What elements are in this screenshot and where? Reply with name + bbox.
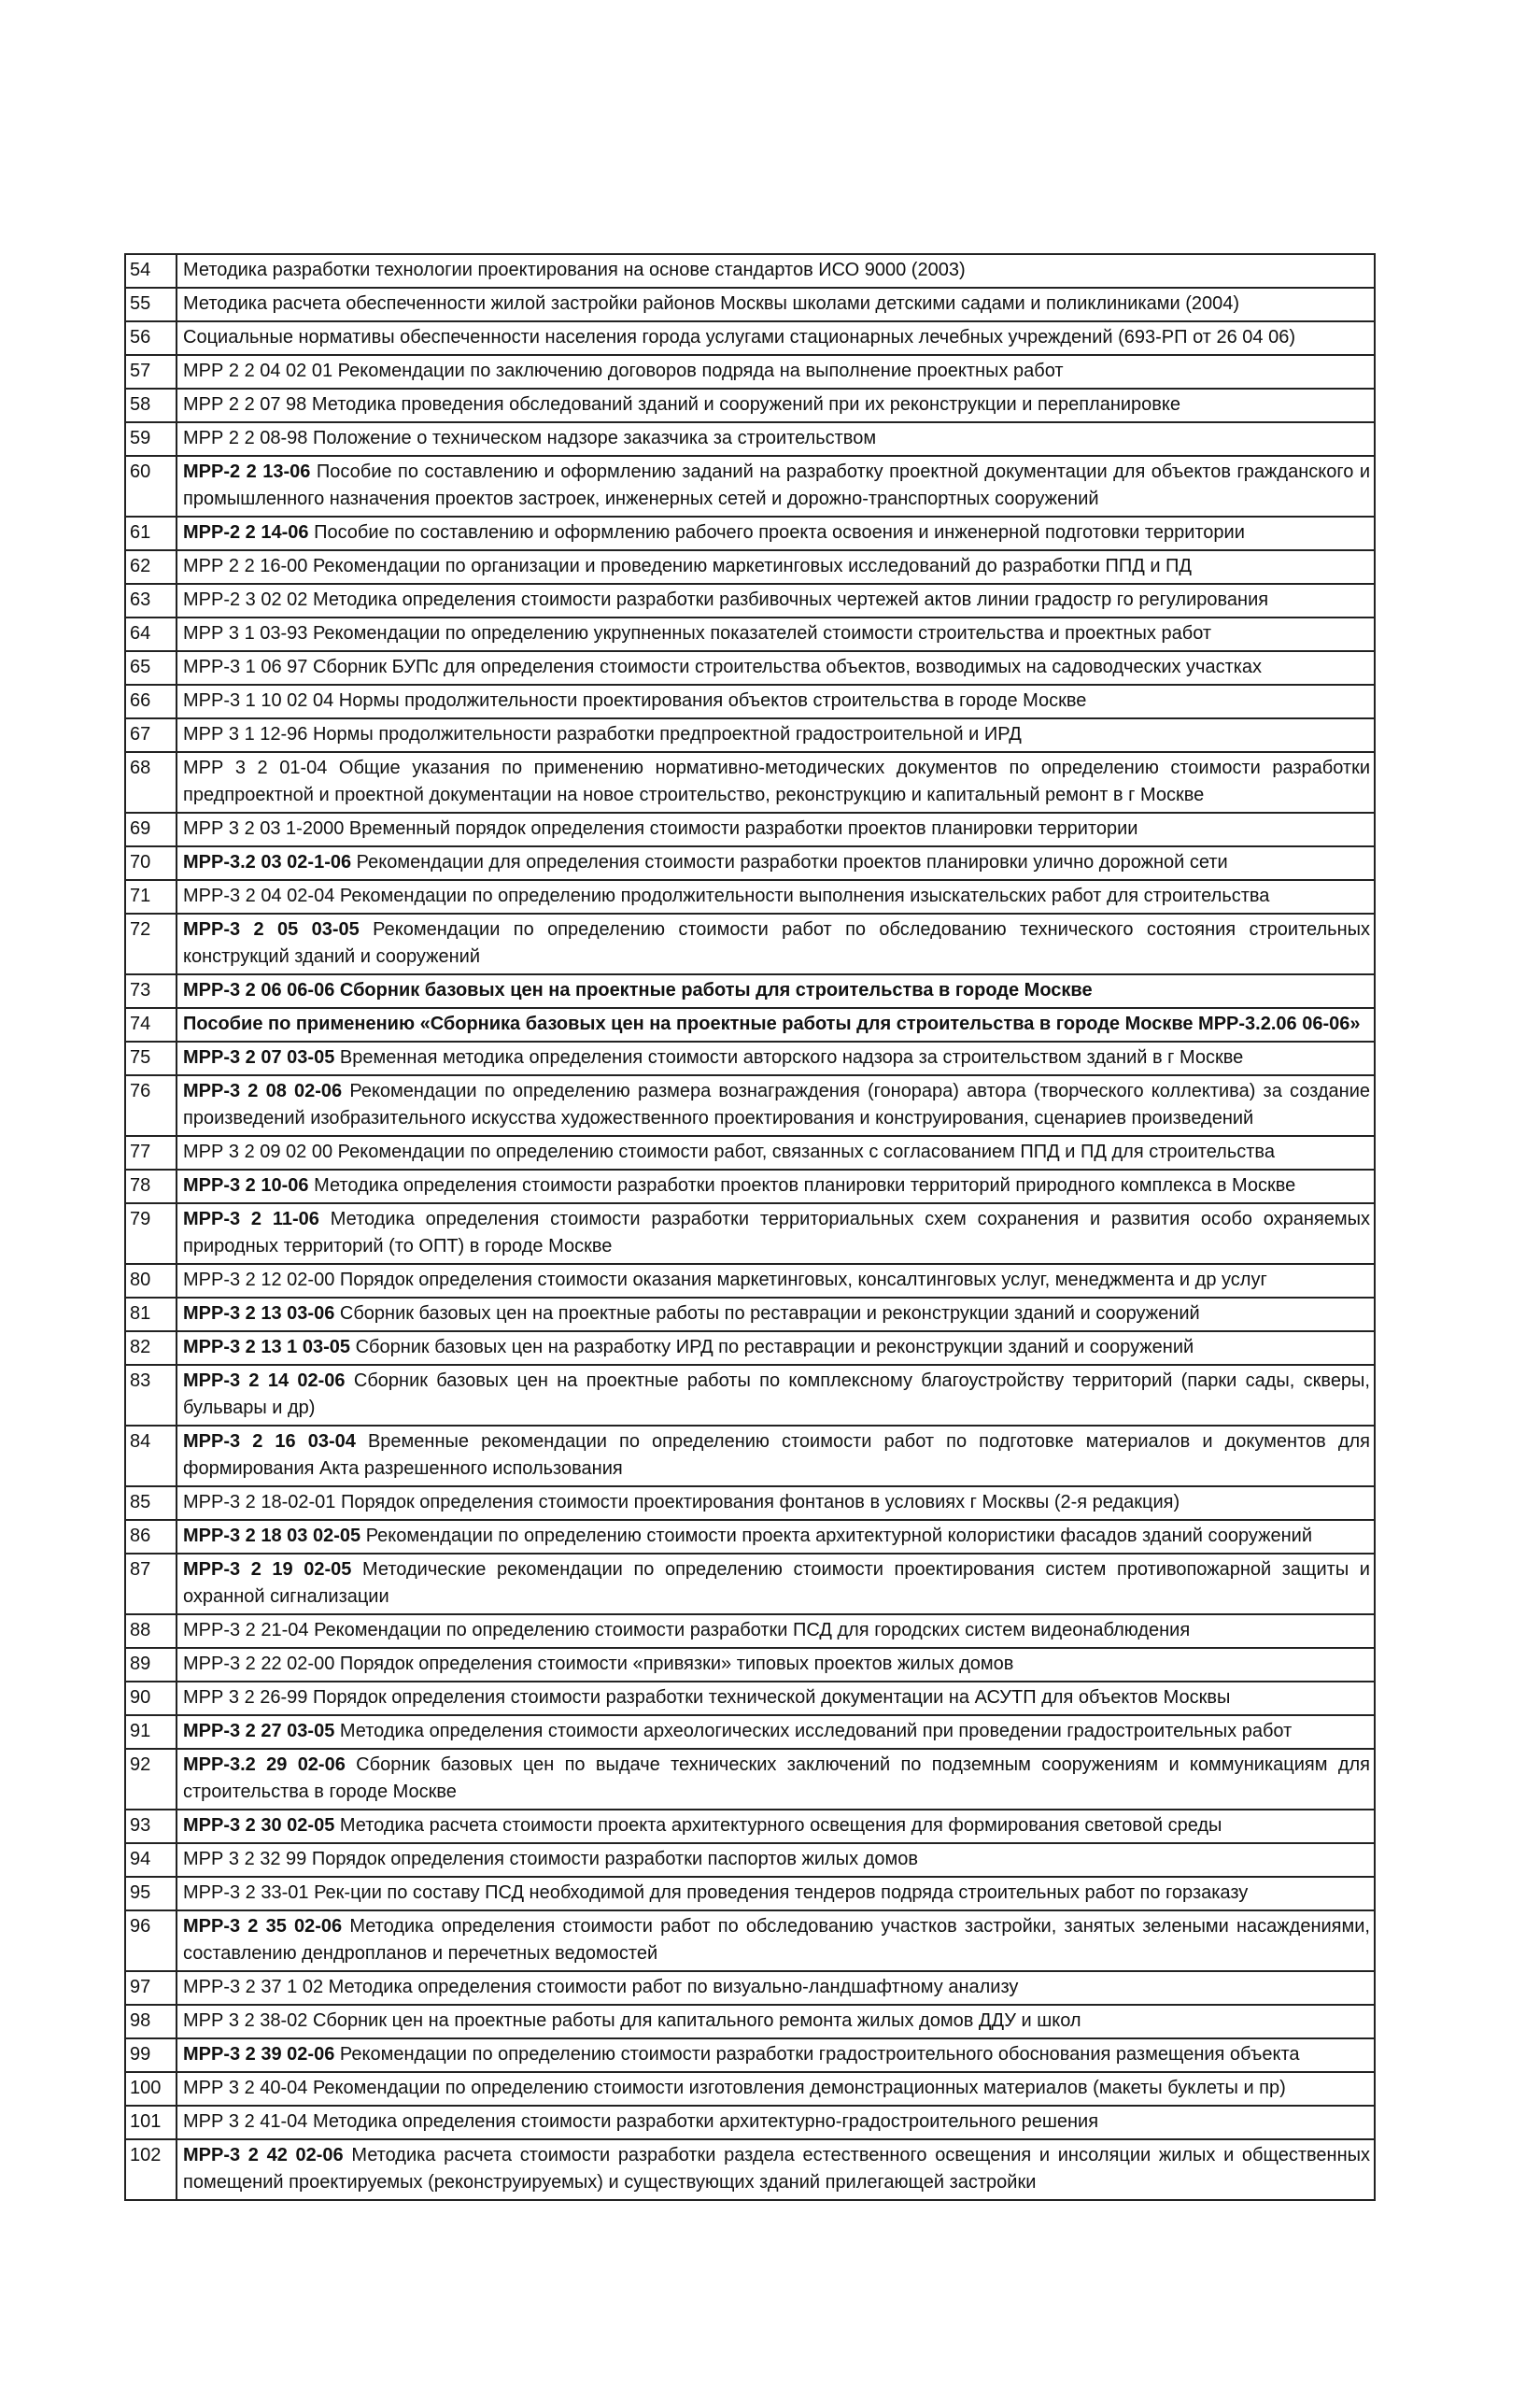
document-entry [177, 517, 1375, 550]
document-title: Методика расчета обеспеченности жилой застройки районов Москвы школами детскими садами и поликлиниками (2004) [183, 293, 1240, 314]
document-entry [177, 321, 1375, 355]
row-number: 76 [125, 1075, 177, 1136]
document-title: Пособие по составлению и оформлению заданий на разработку проектной документации для объектов гражданского и промышленного назначения проектов застроек, инженерных сетей и дорожно-транспортных сооружений [183, 461, 1370, 509]
table-row [125, 1203, 1375, 1264]
document-title: Методика определения стоимости разработки территориальных схем сохранения и развития особо охраняемых природных территорий (то ОПТ) в городе Москве [183, 1209, 1370, 1256]
document-title: Сборник базовых цен на проектные работы по реставрации и реконструкции зданий и сооружений [339, 1303, 1200, 1324]
row-number: 96 [125, 1910, 177, 1971]
document-code: МРР-2 2 13-06 [183, 461, 311, 482]
document-title: Методика определения стоимости археологических исследований при проведении градостроительных работ [339, 1721, 1293, 1741]
row-number: 78 [125, 1170, 177, 1203]
table-row [125, 1648, 1375, 1682]
row-number: 71 [125, 880, 177, 914]
document-code: МРР-3 2 39 02-06 [183, 2044, 335, 2065]
table-row [125, 355, 1375, 389]
table-row [125, 1042, 1375, 1075]
document-entry [177, 846, 1375, 880]
document-entry [177, 974, 1375, 1008]
document-entry [177, 1264, 1375, 1298]
document-title: МРР 3 1 03-93 Рекомендации по определению укрупненных показателей стоимости строительства и проектных работ [183, 623, 1212, 644]
table-row [125, 2038, 1375, 2072]
document-code: МРР-3 2 11-06 [183, 1209, 319, 1229]
row-number: 86 [125, 1520, 177, 1554]
row-number: 59 [125, 422, 177, 456]
document-title: МРР-3 2 33-01 Рек-ции по составу ПСД необходимой для проведения тендеров подряда строительных работ по горзаказу [183, 1882, 1249, 1903]
document-entry [177, 288, 1375, 321]
row-number: 67 [125, 718, 177, 752]
row-number: 81 [125, 1298, 177, 1331]
document-code: МРР-3 2 07 03-05 [183, 1047, 335, 1068]
row-number: 101 [125, 2106, 177, 2139]
document-code: МРР-3.2 29 02-06 [183, 1754, 346, 1775]
table-row [125, 1264, 1375, 1298]
document-title: МРР-3 2 22 02-00 Порядок определения стоимости «привязки» типовых проектов жилых домов [183, 1654, 1014, 1674]
table-row [125, 1331, 1375, 1365]
document-entry [177, 2005, 1375, 2038]
row-number: 77 [125, 1136, 177, 1170]
table-row [125, 618, 1375, 651]
row-number: 55 [125, 288, 177, 321]
row-number: 54 [125, 254, 177, 288]
row-number: 88 [125, 1614, 177, 1648]
table-row [125, 456, 1375, 517]
row-number: 93 [125, 1810, 177, 1843]
document-page [124, 253, 1376, 2201]
row-number: 91 [125, 1715, 177, 1749]
table-row [125, 974, 1375, 1008]
document-entry [177, 2072, 1375, 2106]
document-title: МРР 3 2 32 99 Порядок определения стоимости разработки паспортов жилых домов [183, 1849, 918, 1869]
table-row [125, 321, 1375, 355]
document-code: МРР-3 2 35 02-06 [183, 1916, 343, 1937]
row-number: 63 [125, 584, 177, 618]
document-title: Методика разработки технологии проектирования на основе стандартов ИСО 9000 (2003) [183, 260, 966, 280]
document-title: Сборник базовых цен на разработку ИРД по реставрации и реконструкции зданий и сооружений [355, 1337, 1194, 1357]
row-number: 100 [125, 2072, 177, 2106]
table-row [125, 685, 1375, 718]
row-number: 75 [125, 1042, 177, 1075]
table-row [125, 1486, 1375, 1520]
document-entry [177, 1042, 1375, 1075]
document-code: МРР-3 2 06 06-06 [183, 980, 335, 1001]
document-title: МРР 3 2 26-99 Порядок определения стоимости разработки технической документации на АСУТП для объектов Москвы [183, 1687, 1231, 1708]
document-title: Рекомендации по определению стоимости проекта архитектурной колористики фасадов зданий сооружений [365, 1526, 1312, 1546]
row-number: 62 [125, 550, 177, 584]
document-code: МРР-3 2 13 1 03-05 [183, 1337, 350, 1357]
document-entry [177, 1715, 1375, 1749]
document-entry [177, 456, 1375, 517]
document-entry [177, 651, 1375, 685]
document-entry [177, 1810, 1375, 1843]
document-title: МРР 3 2 38-02 Сборник цен на проектные работы для капитального ремонта жилых домов ДДУ и школ [183, 2010, 1081, 2031]
row-number: 74 [125, 1008, 177, 1042]
document-entry [177, 1136, 1375, 1170]
document-title: МРР-3 2 21-04 Рекомендации по определению стоимости разработки ПСД для городских систем видеонаблюдения [183, 1620, 1191, 1640]
document-code: МРР-2 2 14-06 [183, 522, 309, 543]
document-title: Методика расчета стоимости проекта архитектурного освещения для формирования световой среды [339, 1815, 1222, 1836]
document-entry [177, 718, 1375, 752]
row-number: 102 [125, 2139, 177, 2200]
row-number: 82 [125, 1331, 177, 1365]
row-number: 64 [125, 618, 177, 651]
row-number: 89 [125, 1648, 177, 1682]
document-entry [177, 1426, 1375, 1486]
table-row [125, 1971, 1375, 2005]
normative-documents-table [124, 253, 1376, 2201]
table-row [125, 1170, 1375, 1203]
row-number: 83 [125, 1365, 177, 1426]
document-entry [177, 813, 1375, 846]
document-entry [177, 1365, 1375, 1426]
document-title: Пособие по применению «Сборника базовых цен на проектные работы для строительства в городе Москве МРР-3.2.06 06-06» [183, 1014, 1361, 1034]
table-row [125, 813, 1375, 846]
table-row [125, 752, 1375, 813]
row-number: 97 [125, 1971, 177, 2005]
document-title: Сборник базовых цен по выдаче технических заключений по подземным сооружениям и коммуникациям для строительства в городе Москве [183, 1754, 1370, 1802]
document-title: МРР 3 2 41-04 Методика определения стоимости разработки архитектурно-градостроительного решения [183, 2111, 1099, 2132]
row-number: 99 [125, 2038, 177, 2072]
document-entry [177, 584, 1375, 618]
document-title: МРР-3 2 37 1 02 Методика определения стоимости работ по визуально-ландшафтному анализу [183, 1977, 1019, 1997]
table-row [125, 1365, 1375, 1426]
table-row [125, 651, 1375, 685]
document-entry [177, 1520, 1375, 1554]
row-number: 87 [125, 1554, 177, 1614]
document-title: Методика расчета стоимости разработки раздела естественного освещения и инсоляции жилых и общественных помещений проектируемых (реконструируемых) и существующих зданий прилегающей застройки [183, 2145, 1370, 2193]
document-title: Методические рекомендации по определению стоимости проектирования систем противопожарной защиты и охранной сигнализации [183, 1559, 1370, 1607]
document-entry [177, 1843, 1375, 1877]
table-row [125, 1749, 1375, 1810]
row-number: 80 [125, 1264, 177, 1298]
document-code: МРР-3 2 27 03-05 [183, 1721, 335, 1741]
document-entry [177, 1877, 1375, 1910]
document-code: МРР-3 2 18 03 02-05 [183, 1526, 361, 1546]
document-code: МРР-3 2 19 02-05 [183, 1559, 352, 1580]
table-row [125, 2106, 1375, 2139]
document-entry [177, 550, 1375, 584]
document-title: МРР 2 2 08-98 Положение о техническом надзоре заказчика за строительством [183, 428, 877, 448]
table-row [125, 1682, 1375, 1715]
document-title: МРР 2 2 16-00 Рекомендации по организации и проведению маркетинговых исследований до разработки ППД и ПД [183, 556, 1192, 576]
table-row [125, 254, 1375, 288]
table-row [125, 1910, 1375, 1971]
document-code: МРР-3 2 05 03-05 [183, 919, 360, 940]
document-entry [177, 1971, 1375, 2005]
table-row [125, 2005, 1375, 2038]
row-number: 98 [125, 2005, 177, 2038]
document-title: МРР 3 2 03 1-2000 Временный порядок определения стоимости разработки проектов планировки территории [183, 818, 1138, 839]
document-entry [177, 1614, 1375, 1648]
document-code: МРР-3 2 16 03-04 [183, 1431, 356, 1452]
document-entry [177, 1910, 1375, 1971]
document-title: МРР 2 2 04 02 01 Рекомендации по заключению договоров подряда на выполнение проектных работ [183, 361, 1064, 381]
table-row [125, 389, 1375, 422]
table-row [125, 550, 1375, 584]
document-code: МРР-3 2 13 03-06 [183, 1303, 335, 1324]
document-title: Временная методика определения стоимости авторского надзора за строительством зданий в г Москве [339, 1047, 1244, 1068]
document-title: Рекомендации для определения стоимости разработки проектов планировки улично дорожной сети [356, 852, 1228, 873]
table-row [125, 422, 1375, 456]
row-number: 65 [125, 651, 177, 685]
document-title: Социальные нормативы обеспеченности населения города услугами стационарных лечебных учреждений (693-РП от 26 04 06) [183, 327, 1295, 348]
row-number: 66 [125, 685, 177, 718]
document-entry [177, 1008, 1375, 1042]
document-title: МРР-3 2 12 02-00 Порядок определения стоимости оказания маркетинговых, консалтинговых услуг, менеджмента и др услуг [183, 1270, 1267, 1290]
row-number: 56 [125, 321, 177, 355]
row-number: 60 [125, 456, 177, 517]
document-entry [177, 1648, 1375, 1682]
table-row [125, 1843, 1375, 1877]
document-title: МРР-3 2 04 02-04 Рекомендации по определению продолжительности выполнения изыскательских работ для строительства [183, 886, 1270, 906]
document-title: Временные рекомендации по определению стоимости работ по подготовке материалов и документов для формирования Акта разрешенного использования [183, 1431, 1370, 1479]
row-number: 58 [125, 389, 177, 422]
document-title: МРР 3 1 12-96 Нормы продолжительности разработки предпроектной градостроительной и ИРД [183, 724, 1022, 745]
table-row [125, 2072, 1375, 2106]
row-number: 70 [125, 846, 177, 880]
table-row [125, 1298, 1375, 1331]
table-row [125, 718, 1375, 752]
document-code: МРР-3 2 30 02-05 [183, 1815, 335, 1836]
document-entry [177, 914, 1375, 974]
document-code: МРР-3.2 03 02-1-06 [183, 852, 352, 873]
table-row [125, 1008, 1375, 1042]
document-entry [177, 1749, 1375, 1810]
document-title: Пособие по составлению и оформлению рабочего проекта освоения и инженерной подготовки территории [314, 522, 1245, 543]
table-row [125, 880, 1375, 914]
document-title: МРР 3 2 40-04 Рекомендации по определению стоимости изготовления демонстрационных материалов (макеты буклеты и пр) [183, 2078, 1286, 2098]
document-code: МРР-3 2 10-06 [183, 1175, 309, 1196]
row-number: 85 [125, 1486, 177, 1520]
document-title: МРР 3 2 01-04 Общие указания по применению нормативно-методических документов по определению стоимости разработки предпроектной и проектной документации на новое строительство, реконструкцию и капитальный ремонт в г Москве [183, 758, 1370, 805]
document-title: МРР-2 3 02 02 Методика определения стоимости разработки разбивочных чертежей актов линии градостр го регулирования [183, 589, 1269, 610]
row-number: 95 [125, 1877, 177, 1910]
table-row [125, 1520, 1375, 1554]
document-entry [177, 254, 1375, 288]
table-row [125, 1715, 1375, 1749]
document-entry [177, 1682, 1375, 1715]
document-title: МРР-3 1 10 02 04 Нормы продолжительности проектирования объектов строительства в городе Москве [183, 690, 1087, 711]
document-entry [177, 389, 1375, 422]
document-title: Сборник базовых цен на проектные работы для строительства в городе Москве [339, 980, 1093, 1001]
table-row [125, 846, 1375, 880]
document-title: Рекомендации по определению стоимости разработки градостроительного обоснования размещения объекта [339, 2044, 1300, 2065]
document-entry [177, 1203, 1375, 1264]
document-code: МРР-3 2 14 02-06 [183, 1370, 346, 1391]
document-entry [177, 1331, 1375, 1365]
document-title: МРР 2 2 07 98 Методика проведения обследований зданий и сооружений при их реконструкции и перепланировке [183, 394, 1180, 415]
row-number: 72 [125, 914, 177, 974]
table-row [125, 1426, 1375, 1486]
row-number: 92 [125, 1749, 177, 1810]
table-row [125, 1810, 1375, 1843]
document-entry [177, 685, 1375, 718]
document-entry [177, 2106, 1375, 2139]
table-row [125, 288, 1375, 321]
row-number: 61 [125, 517, 177, 550]
document-title: Сборник базовых цен на проектные работы по комплексному благоустройству территорий (парки сады, скверы, бульвары и др) [183, 1370, 1370, 1418]
document-title: Рекомендации по определению стоимости работ по обследованию технического состояния строительных конструкций зданий и сооружений [183, 919, 1370, 967]
document-title: Рекомендации по определению размера вознаграждения (гонорара) автора (творческого коллектива) за создание произведений изобразительного искусства художественного проектирования и конструирования, сценариев произведений [183, 1081, 1370, 1129]
document-entry [177, 1075, 1375, 1136]
row-number: 73 [125, 974, 177, 1008]
row-number: 90 [125, 1682, 177, 1715]
document-entry [177, 2038, 1375, 2072]
table-row [125, 517, 1375, 550]
row-number: 57 [125, 355, 177, 389]
table-row [125, 914, 1375, 974]
document-entry [177, 1170, 1375, 1203]
document-entry [177, 1554, 1375, 1614]
document-title: Методика определения стоимости разработки проектов планировки территорий природного комплекса в Москве [314, 1175, 1296, 1196]
document-title: МРР 3 2 09 02 00 Рекомендации по определению стоимости работ, связанных с согласованием ППД и ПД для строительства [183, 1142, 1275, 1162]
row-number: 84 [125, 1426, 177, 1486]
row-number: 68 [125, 752, 177, 813]
table-row [125, 1075, 1375, 1136]
table-row [125, 584, 1375, 618]
document-entry [177, 2139, 1375, 2200]
document-entry [177, 355, 1375, 389]
row-number: 94 [125, 1843, 177, 1877]
document-entry [177, 880, 1375, 914]
document-entry [177, 1298, 1375, 1331]
document-title: МРР-3 2 18-02-01 Порядок определения стоимости проектирования фонтанов в условиях г Москвы (2-я редакция) [183, 1492, 1180, 1512]
document-entry [177, 752, 1375, 813]
document-code: МРР-3 2 42 02-06 [183, 2145, 344, 2165]
table-row [125, 1136, 1375, 1170]
table-row [125, 1877, 1375, 1910]
table-row [125, 2139, 1375, 2200]
table-body [125, 254, 1375, 2200]
document-entry [177, 422, 1375, 456]
row-number: 79 [125, 1203, 177, 1264]
document-entry [177, 1486, 1375, 1520]
table-row [125, 1614, 1375, 1648]
document-title: МРР-3 1 06 97 Сборник БУПс для определения стоимости строительства объектов, возводимых на садоводческих участках [183, 657, 1263, 677]
table-row [125, 1554, 1375, 1614]
document-code: МРР-3 2 08 02-06 [183, 1081, 343, 1101]
row-number: 69 [125, 813, 177, 846]
document-title: Методика определения стоимости работ по обследованию участков застройки, занятых зелеными насаждениями, составлению дендропланов и перечетных ведомостей [183, 1916, 1370, 1964]
document-entry [177, 618, 1375, 651]
